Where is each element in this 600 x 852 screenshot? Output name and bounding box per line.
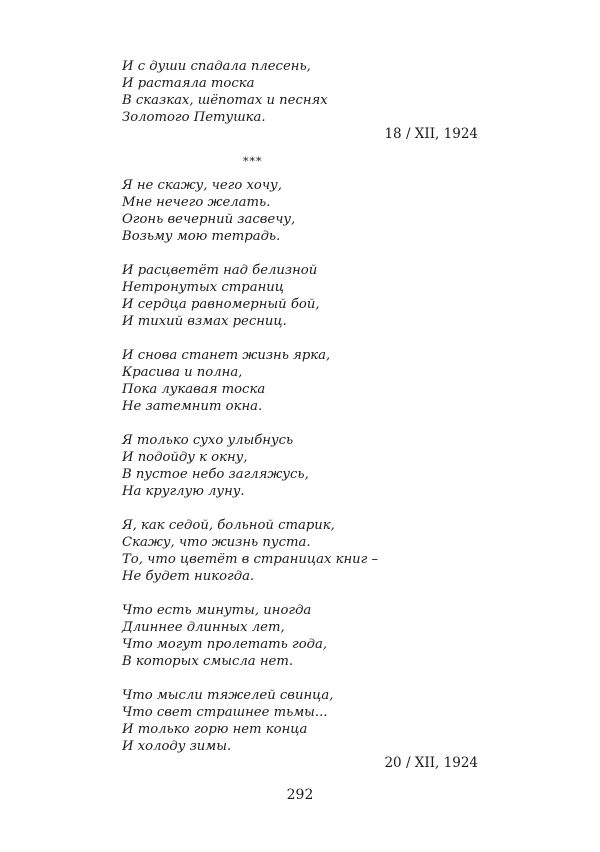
previous-poem-stanza bbox=[122, 58, 482, 126]
poem-line: Пока лукавая тоска bbox=[122, 382, 266, 397]
poem-line: Золотого Петушка. bbox=[122, 110, 266, 125]
poem-line: Огонь вечерний засвечу, bbox=[122, 212, 296, 227]
stanza-2 bbox=[122, 262, 482, 330]
poem-line: То, что цветёт в страницах книг – bbox=[122, 552, 379, 567]
stanza-7 bbox=[122, 687, 482, 755]
previous-poem-date: 18 / XII, 1924 bbox=[384, 126, 478, 142]
poem-line: И холоду зимы. bbox=[122, 739, 232, 754]
poem-line: Что могут пролетать года, bbox=[122, 637, 328, 652]
poem-line: Что свет страшнее тьмы... bbox=[122, 705, 328, 720]
poem-line: И сердца равномерный бой, bbox=[122, 297, 320, 312]
poem-line: Длиннее длинных лет, bbox=[122, 620, 285, 635]
poem-line: Я не скажу, чего хочу, bbox=[122, 178, 282, 193]
poem-line: И с души спадала плесень, bbox=[122, 59, 311, 74]
poem-line: И расцветёт над белизной bbox=[122, 263, 318, 278]
stanza-5 bbox=[122, 517, 482, 585]
poem-line: В сказках, шёпотах и песнях bbox=[122, 93, 328, 108]
poem-line: И только горю нет конца bbox=[122, 722, 308, 737]
stanza-4 bbox=[122, 432, 482, 500]
poem-line: И снова станет жизнь ярка, bbox=[122, 348, 331, 363]
stanza-1 bbox=[122, 177, 482, 245]
page-number: 292 bbox=[286, 787, 314, 803]
poem-line: В пустое небо загляжусь, bbox=[122, 467, 309, 482]
poem-line: И тихий взмах ресниц. bbox=[122, 314, 287, 329]
poem-line: Не затемнит окна. bbox=[122, 399, 263, 414]
poem-line: Я только сухо улыбнусь bbox=[122, 433, 294, 448]
poem-line: На круглую луну. bbox=[122, 484, 245, 499]
poem-line: Возьму мою тетрадь. bbox=[122, 229, 281, 244]
poem-line: Что мысли тяжелей свинца, bbox=[122, 688, 334, 703]
poem-line: Красива и полна, bbox=[122, 365, 243, 380]
stanza-6 bbox=[122, 602, 482, 670]
poem-line: Нетронутых страниц bbox=[122, 280, 284, 295]
poem-line: Я, как седой, больной старик, bbox=[122, 518, 335, 533]
poem-line: И растаяла тоска bbox=[122, 76, 255, 91]
poem-line: Скажу, что жизнь пуста. bbox=[122, 535, 311, 550]
poem-line: Мне нечего желать. bbox=[122, 195, 271, 210]
poem-separator: *** bbox=[243, 155, 263, 168]
poem-line: Не будет никогда. bbox=[122, 569, 255, 584]
poem-line: И подойду к окну, bbox=[122, 450, 248, 465]
stanza-3 bbox=[122, 347, 482, 415]
poem-line: Что есть минуты, иногда bbox=[122, 603, 312, 618]
poem-line: В которых смысла нет. bbox=[122, 654, 294, 669]
poem-date: 20 / XII, 1924 bbox=[384, 755, 478, 771]
